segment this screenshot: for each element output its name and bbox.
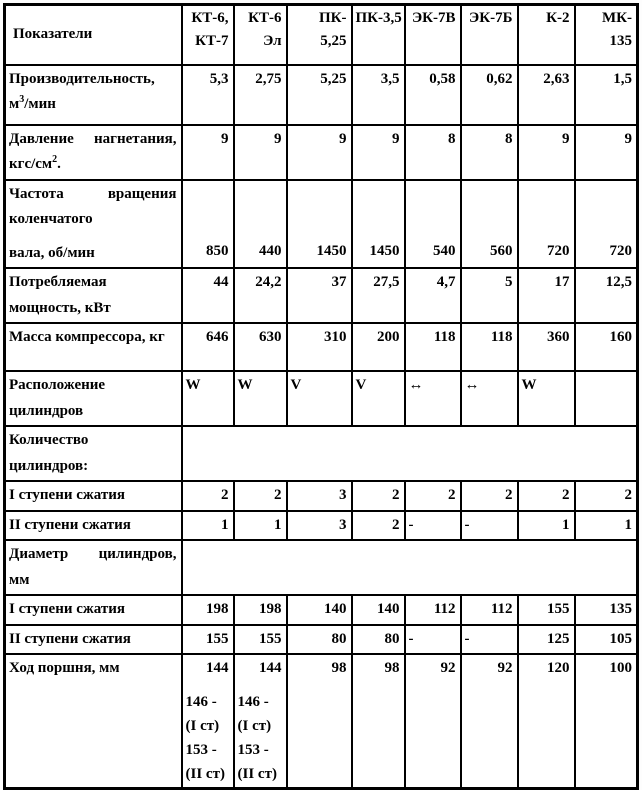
row-label-power	[5, 268, 182, 323]
row-label-mass	[5, 323, 182, 371]
cell-value: 2	[505, 487, 513, 503]
header-line: КТ-6	[248, 10, 282, 26]
row-label-crankshaft-rpm	[5, 180, 182, 269]
cell-value: 155	[547, 601, 570, 617]
cell-value: 92	[497, 660, 513, 676]
cell-extra-line: (II ст)	[237, 765, 277, 782]
cell-value: 160	[609, 329, 632, 345]
cell-value: 135	[609, 601, 632, 617]
cell-value: 12,5	[605, 274, 632, 290]
cell-value: V	[355, 377, 367, 393]
cell-mass-0	[182, 323, 234, 371]
cell-productivity-0	[182, 65, 234, 125]
cell-value: 118	[490, 329, 513, 345]
cell-value: 2	[221, 487, 229, 503]
cell-value: 92	[440, 660, 456, 676]
cell-count-stage-2-3	[352, 511, 405, 541]
label-line: II ступени сжатия	[9, 516, 131, 533]
cell-pressure-6	[518, 125, 575, 180]
cell-power-7	[575, 268, 638, 323]
cell-count-stage-1-4	[405, 481, 461, 511]
cell-value: 9	[562, 130, 570, 147]
label-line: Масса компрессора, кг	[9, 329, 165, 345]
cell-count-stage-1-6	[518, 481, 575, 511]
header-row	[5, 5, 638, 65]
row-label-cylinder-count	[5, 426, 182, 481]
column-header-3	[352, 5, 405, 65]
label-line: вала, об/мин	[9, 244, 95, 261]
table-row-productivity	[5, 65, 638, 125]
cell-productivity-1	[234, 65, 287, 125]
row-label-diameter-stage-2	[5, 625, 182, 655]
cell-pressure-4	[405, 125, 461, 180]
cell-value: 646	[206, 329, 229, 345]
cell-value: 720	[609, 242, 632, 259]
cell-extra-line: 153 -	[185, 741, 217, 758]
label-line: мм	[9, 571, 30, 588]
table-row-crankshaft-rpm	[5, 180, 638, 269]
table-row-cylinder-diameter	[5, 540, 638, 595]
cell-diameter-stage-1-0	[182, 595, 234, 625]
row-label-diameter-stage-1	[5, 595, 182, 625]
header-line: КТ-6,	[191, 10, 229, 26]
cell-value: 140	[324, 601, 347, 617]
cell-mass-5	[461, 323, 518, 371]
label-gap	[9, 233, 177, 241]
cell-value: 8	[448, 130, 456, 147]
label-line: Давление нагнетания,	[9, 130, 177, 147]
row-label-cylinder-layout	[5, 371, 182, 426]
cell-value: 144	[259, 660, 282, 676]
row-label-count-stage-1	[5, 481, 182, 511]
cell-cylinder-layout-4	[405, 371, 461, 426]
cell-piston-stroke-7	[575, 654, 638, 788]
cell-count-stage-1-7	[575, 481, 638, 511]
cell-value: V	[290, 377, 302, 393]
table-row-count-stage-2	[5, 511, 638, 541]
cell-value: 5,25	[320, 70, 347, 87]
cell-diameter-stage-1-1	[234, 595, 287, 625]
cell-cylinder-layout-7	[575, 371, 638, 426]
cell-value: ↔	[464, 377, 480, 393]
cell-value: -	[408, 630, 414, 647]
cell-value: 24,2	[255, 274, 282, 290]
cell-value: -	[464, 630, 470, 647]
cell-piston-stroke-1	[234, 654, 287, 788]
header-line: 135	[609, 33, 632, 50]
label-line: I ступени сжатия	[9, 487, 126, 503]
cell-value: 198	[259, 601, 282, 617]
cell-value: 9	[392, 130, 400, 147]
cell-value: 80	[384, 630, 400, 647]
cell-value: 2	[562, 487, 570, 503]
cell-power-1	[234, 268, 287, 323]
cell-value: 1	[221, 516, 229, 533]
row-label-count-stage-2	[5, 511, 182, 541]
label-line: Расположение	[9, 377, 106, 393]
cell-productivity-7	[575, 65, 638, 125]
cell-value: 850	[206, 242, 229, 259]
row-label-productivity	[5, 65, 182, 125]
cell-value: 112	[490, 601, 513, 617]
cell-value: 1450	[316, 242, 347, 259]
column-header-2	[287, 5, 352, 65]
cell-productivity-3	[352, 65, 405, 125]
cell-value: 3	[339, 487, 347, 503]
header-line: МК-	[601, 10, 632, 26]
cell-value: 0,62	[486, 70, 513, 87]
label-line: цилиндров:	[9, 457, 89, 474]
cell-value: 2,63	[543, 70, 570, 87]
cell-value: 560	[490, 242, 513, 259]
cell-extra-line: (II ст)	[185, 765, 225, 782]
cell-pressure-1	[234, 125, 287, 180]
cell-crankshaft-rpm-0	[182, 180, 234, 269]
cell-extra-line: (I ст)	[185, 717, 220, 734]
cell-value: 720	[547, 242, 570, 259]
cell-value: 8	[505, 130, 513, 147]
header-line: КТ-7	[195, 33, 229, 50]
cell-crankshaft-rpm-5	[461, 180, 518, 269]
cell-pressure-0	[182, 125, 234, 180]
cell-value: 2	[448, 487, 456, 503]
table-row-diameter-stage-1	[5, 595, 638, 625]
cell-diameter-stage-1-7	[575, 595, 638, 625]
cell-diameter-stage-2-7	[575, 625, 638, 655]
cell-value: W	[237, 377, 253, 393]
cell-value: 630	[259, 329, 282, 345]
label-line: Ход поршня, мм	[9, 660, 120, 676]
cell-value: 98	[331, 660, 347, 676]
cell-cylinder-layout-5	[461, 371, 518, 426]
cell-value: 27,5	[373, 274, 400, 290]
cell-value: 4,7	[436, 274, 456, 290]
table-row-cylinder-layout	[5, 371, 638, 426]
cell-count-stage-2-5	[461, 511, 518, 541]
cell-value: 440	[259, 242, 282, 259]
cell-value: W	[521, 377, 537, 393]
label-line: I ступени сжатия	[9, 601, 126, 617]
row-label-cylinder-diameter	[5, 540, 182, 595]
table-body	[5, 65, 638, 789]
label-line: II ступени сжатия	[9, 630, 131, 647]
cell-crankshaft-rpm-1	[234, 180, 287, 269]
header-line: Эл	[263, 33, 282, 50]
column-header-4	[405, 5, 461, 65]
cell-productivity-4	[405, 65, 461, 125]
cell-value: 2	[274, 487, 282, 503]
cell-count-stage-2-2	[287, 511, 352, 541]
cell-diameter-stage-2-1	[234, 625, 287, 655]
cell-cylinder-layout-3	[352, 371, 405, 426]
cell-diameter-stage-1-2	[287, 595, 352, 625]
cell-value: 9	[624, 130, 632, 147]
cell-diameter-stage-1-3	[352, 595, 405, 625]
header-line: К-2	[546, 10, 570, 26]
cell-value: -	[464, 516, 470, 533]
label-line: Потребляемая	[9, 274, 107, 290]
cell-count-stage-2-1	[234, 511, 287, 541]
merged-empty-cell-cylinder-count	[182, 426, 638, 481]
label-line: Частота вращения	[9, 185, 177, 202]
label-line: $м^3$/мин	[9, 94, 56, 112]
cell-power-4	[405, 268, 461, 323]
cell-piston-stroke-6	[518, 654, 575, 788]
cell-mass-6	[518, 323, 575, 371]
row-label-pressure	[5, 125, 182, 180]
cell-crankshaft-rpm-4	[405, 180, 461, 269]
cell-count-stage-1-0	[182, 481, 234, 511]
cell-value: 9	[339, 130, 347, 147]
cell-cylinder-layout-1	[234, 371, 287, 426]
cell-value	[579, 373, 633, 374]
cell-value: 37	[331, 274, 347, 290]
cell-value: 112	[433, 601, 456, 617]
cell-power-5	[461, 268, 518, 323]
cell-value: 2	[624, 487, 632, 503]
cell-value: 155	[259, 630, 282, 647]
cell-value: 360	[547, 329, 570, 345]
cell-crankshaft-rpm-3	[352, 180, 405, 269]
column-header-1	[234, 5, 287, 65]
column-header-0	[182, 5, 234, 65]
cell-crankshaft-rpm-7	[575, 180, 638, 269]
cell-mass-7	[575, 323, 638, 371]
cell-diameter-stage-1-6	[518, 595, 575, 625]
cell-diameter-stage-2-2	[287, 625, 352, 655]
cell-extra-line: 146 -	[237, 693, 269, 710]
cell-power-3	[352, 268, 405, 323]
cell-count-stage-2-6	[518, 511, 575, 541]
cell-value: 1	[624, 516, 632, 533]
cell-value: 2	[392, 516, 400, 533]
header-line: ЭК-7В	[411, 10, 456, 26]
cell-value: 80	[331, 630, 347, 647]
cell-cylinder-layout-0	[182, 371, 234, 426]
cell-value: 118	[433, 329, 456, 345]
table-row-cylinder-count	[5, 426, 638, 481]
table-row-piston-stroke	[5, 654, 638, 788]
compressor-specs-table	[3, 3, 639, 790]
table-row-pressure	[5, 125, 638, 180]
cell-value: 198	[206, 601, 229, 617]
cell-pressure-7	[575, 125, 638, 180]
cell-extra-line: 146 -	[185, 693, 217, 710]
cell-value: 105	[609, 630, 632, 647]
label-line: мощность, кВт	[9, 299, 111, 316]
cell-value: 155	[206, 630, 229, 647]
cell-count-stage-2-7	[575, 511, 638, 541]
cell-count-stage-1-5	[461, 481, 518, 511]
label-line: Диаметр цилиндров,	[9, 546, 177, 562]
cell-cylinder-layout-6	[518, 371, 575, 426]
cell-mass-3	[352, 323, 405, 371]
cell-value: 1	[274, 516, 282, 533]
cell-value: 310	[324, 329, 347, 345]
cell-value: 144	[206, 660, 229, 676]
cell-diameter-stage-2-3	[352, 625, 405, 655]
cell-diameter-stage-1-4	[405, 595, 461, 625]
cell-value: 3	[339, 516, 347, 533]
header-line: ЭК-7Б	[469, 10, 513, 26]
cell-mass-1	[234, 323, 287, 371]
cell-diameter-stage-1-5	[461, 595, 518, 625]
label-line: коленчатого	[9, 211, 93, 227]
cell-diameter-stage-2-4	[405, 625, 461, 655]
cell-value: ↔	[408, 377, 424, 393]
cell-power-2	[287, 268, 352, 323]
cell-value: 1450	[369, 242, 400, 259]
cell-value: 540	[433, 242, 456, 259]
cell-value: 17	[554, 274, 570, 290]
cell-piston-stroke-5	[461, 654, 518, 788]
cell-value: 200	[377, 329, 400, 345]
cell-productivity-5	[461, 65, 518, 125]
cell-value: 0,58	[429, 70, 456, 87]
cell-count-stage-1-2	[287, 481, 352, 511]
header-indicator: Показатели	[5, 5, 182, 65]
label-line: цилиндров	[9, 402, 84, 419]
cell-count-stage-1-3	[352, 481, 405, 511]
table-row-power	[5, 268, 638, 323]
cell-diameter-stage-2-6	[518, 625, 575, 655]
cell-pressure-3	[352, 125, 405, 180]
cell-value: 44	[213, 274, 229, 290]
cell-mass-2	[287, 323, 352, 371]
cell-value: 5,3	[209, 70, 229, 87]
header-line: 5,25	[320, 33, 347, 50]
cell-value: 3,5	[380, 70, 400, 87]
cell-value: 2	[392, 487, 400, 503]
cell-productivity-6	[518, 65, 575, 125]
table-row-mass	[5, 323, 638, 371]
cell-piston-stroke-4	[405, 654, 461, 788]
cell-extra-line: (I ст)	[237, 717, 272, 734]
label-line: Производительность,	[9, 70, 155, 87]
cell-extra-line: 153 -	[237, 741, 269, 758]
merged-empty-cell-cylinder-diameter	[182, 540, 638, 595]
column-header-7	[575, 5, 638, 65]
cell-pressure-5	[461, 125, 518, 180]
cell-diameter-stage-2-0	[182, 625, 234, 655]
cell-piston-stroke-3	[352, 654, 405, 788]
cell-power-0	[182, 268, 234, 323]
cell-count-stage-2-0	[182, 511, 234, 541]
header-line: ПК-	[318, 10, 347, 26]
cell-value: 100	[609, 660, 632, 676]
cell-crankshaft-rpm-6	[518, 180, 575, 269]
cell-value: -	[408, 516, 414, 533]
table-row-diameter-stage-2	[5, 625, 638, 655]
row-label-piston-stroke	[5, 654, 182, 788]
cell-count-stage-2-4	[405, 511, 461, 541]
cell-value: 9	[274, 130, 282, 147]
cell-value: 98	[384, 660, 400, 676]
cell-mass-4	[405, 323, 461, 371]
cell-value: W	[185, 377, 201, 393]
cell-value: 9	[221, 130, 229, 147]
cell-piston-stroke-2	[287, 654, 352, 788]
label-line: кгс/$см^2$.	[9, 154, 61, 172]
cell-power-6	[518, 268, 575, 323]
cell-productivity-2	[287, 65, 352, 125]
cell-value: 125	[547, 630, 570, 647]
cell-value: 1	[562, 516, 570, 533]
cell-count-stage-1-1	[234, 481, 287, 511]
cell-value: 1,5	[613, 70, 632, 87]
column-header-5	[461, 5, 518, 65]
table-row-count-stage-1	[5, 481, 638, 511]
cell-pressure-2	[287, 125, 352, 180]
column-header-6	[518, 5, 575, 65]
label-line: Количество	[9, 432, 89, 448]
cell-piston-stroke-0	[182, 654, 234, 788]
cell-diameter-stage-2-5	[461, 625, 518, 655]
cell-value: 2,75	[255, 70, 282, 87]
cell-value: 5	[505, 274, 513, 290]
header-line: ПК-3,5	[355, 10, 402, 26]
cell-cylinder-layout-2	[287, 371, 352, 426]
cell-crankshaft-rpm-2	[287, 180, 352, 269]
cell-value: 140	[377, 601, 400, 617]
cell-value: 120	[547, 660, 570, 676]
